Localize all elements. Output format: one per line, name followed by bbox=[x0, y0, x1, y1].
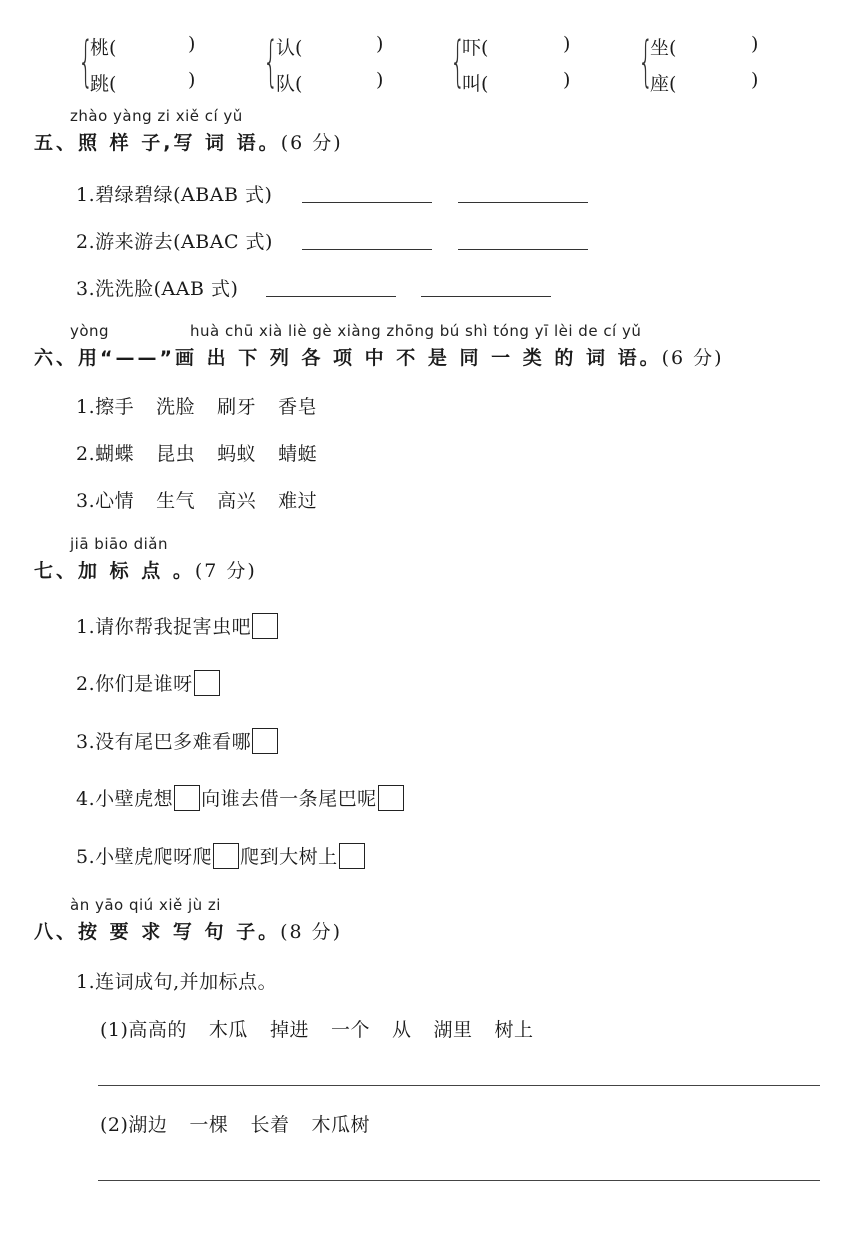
word[interactable]: 2.蝴蝶 bbox=[76, 443, 135, 465]
group-3-top: 吓( bbox=[462, 37, 489, 59]
group-4-top-close: ) bbox=[751, 33, 759, 55]
section-5-points: (6 分) bbox=[280, 132, 343, 154]
brace-icon: { bbox=[638, 30, 654, 93]
group-1-bottom: 跳( bbox=[90, 73, 117, 95]
answer-line[interactable] bbox=[421, 296, 551, 297]
group-4-bottom: 座( bbox=[650, 73, 677, 95]
group-2-bottom-close: ) bbox=[376, 69, 384, 91]
group-3-top-close: ) bbox=[563, 33, 571, 55]
answer-line[interactable] bbox=[302, 202, 432, 203]
section-8-title: 八、按 要 求 写 句 子。 bbox=[34, 921, 281, 943]
group-2-bottom: 队( bbox=[276, 73, 303, 95]
word[interactable]: 高兴 bbox=[217, 490, 257, 512]
section-6-item-2 bbox=[76, 439, 317, 466]
section-6-pinyin-a: yòng bbox=[70, 322, 110, 340]
answer-line[interactable] bbox=[302, 249, 432, 250]
section-8-points: (8 分) bbox=[280, 921, 343, 943]
section-5-item-3: 3.洗洗脸(AAB 式) bbox=[76, 278, 239, 300]
answer-line[interactable] bbox=[266, 296, 396, 297]
group-1-bottom-close: ) bbox=[188, 69, 196, 91]
answer-line[interactable] bbox=[98, 1180, 820, 1181]
word[interactable]: 1.擦手 bbox=[76, 396, 135, 418]
section-6-pinyin-b: huà chū xià liè gè xiàng zhōng bú shì tóng yī lèi de cí yǔ bbox=[190, 322, 642, 340]
punctuation-box[interactable] bbox=[213, 843, 239, 869]
word[interactable]: 生气 bbox=[156, 490, 196, 512]
section-7-item-1: 1.请你帮我捉害虫吧 bbox=[76, 612, 279, 639]
group-1-top: 桃( bbox=[90, 37, 117, 59]
word[interactable]: 昆虫 bbox=[156, 443, 196, 465]
punctuation-box[interactable] bbox=[194, 670, 220, 696]
word[interactable]: 蚂蚁 bbox=[217, 443, 257, 465]
section-5-item-1: 1.碧绿碧绿(ABAB 式) bbox=[76, 184, 273, 206]
answer-line[interactable] bbox=[98, 1085, 820, 1086]
group-4-bottom-close: ) bbox=[751, 69, 759, 91]
section-7-item-2: 2.你们是谁呀 bbox=[76, 669, 221, 696]
word[interactable]: 刷牙 bbox=[217, 396, 257, 418]
group-2-top-close: ) bbox=[376, 33, 384, 55]
punctuation-box[interactable] bbox=[252, 613, 278, 639]
section-7-item-4: 4.小壁虎想 向谁去借一条尾巴呢 bbox=[76, 784, 405, 811]
section-8-pinyin: àn yāo qiú xiě jù zi bbox=[70, 896, 221, 914]
group-1-top-close: ) bbox=[188, 33, 196, 55]
section-6-heading bbox=[34, 343, 724, 370]
group-4-top: 坐( bbox=[650, 37, 677, 59]
brace-icon: { bbox=[263, 30, 279, 93]
section-5-heading bbox=[34, 128, 343, 155]
brace-icon: { bbox=[78, 30, 94, 93]
section-7-points: (7 分) bbox=[194, 560, 257, 582]
section-5-title: 五、照 样 子,写 词 语。 bbox=[34, 132, 281, 154]
section-6-title: 六、用“——”画 出 下 列 各 项 中 不 是 同 一 类 的 词 语。 bbox=[34, 347, 662, 369]
section-7-heading bbox=[34, 556, 257, 583]
punctuation-box[interactable] bbox=[339, 843, 365, 869]
brace-icon: { bbox=[450, 30, 466, 93]
group-2-top: 认( bbox=[276, 37, 303, 59]
section-7-item-3: 3.没有尾巴多难看哪 bbox=[76, 727, 279, 754]
punctuation-box[interactable] bbox=[378, 785, 404, 811]
word[interactable]: 3.心情 bbox=[76, 490, 135, 512]
section-6-item-1 bbox=[76, 392, 317, 419]
punctuation-box[interactable] bbox=[252, 728, 278, 754]
word[interactable]: 蜻蜓 bbox=[278, 443, 318, 465]
section-8-heading bbox=[34, 917, 342, 944]
section-8-sub-1: 1.连词成句,并加标点。 bbox=[76, 971, 278, 993]
punctuation-box[interactable] bbox=[174, 785, 200, 811]
section-7-pinyin: jiā biāo diǎn bbox=[70, 535, 169, 553]
section-6-points: (6 分) bbox=[661, 347, 724, 369]
section-6-item-3 bbox=[76, 486, 317, 513]
section-7-title: 七、加 标 点 。 bbox=[34, 560, 195, 582]
answer-line[interactable] bbox=[458, 249, 588, 250]
word[interactable]: 香皂 bbox=[278, 396, 318, 418]
section-5-pinyin: zhào yàng zi xiě cí yǔ bbox=[70, 107, 243, 125]
group-3-bottom: 叫( bbox=[462, 73, 489, 95]
word[interactable]: 难过 bbox=[278, 490, 318, 512]
section-7-item-5: 5.小壁虎爬呀爬 爬到大树上 bbox=[76, 842, 366, 869]
section-8-q2: (2)湖边 一棵 长着 木瓜树 bbox=[100, 1114, 370, 1136]
group-3-bottom-close: ) bbox=[563, 69, 571, 91]
section-8-q1: (1)高高的 木瓜 掉进 一个 从 湖里 树上 bbox=[100, 1019, 534, 1041]
answer-line[interactable] bbox=[458, 202, 588, 203]
section-5-item-2: 2.游来游去(ABAC 式) bbox=[76, 231, 273, 253]
word[interactable]: 洗脸 bbox=[156, 396, 196, 418]
